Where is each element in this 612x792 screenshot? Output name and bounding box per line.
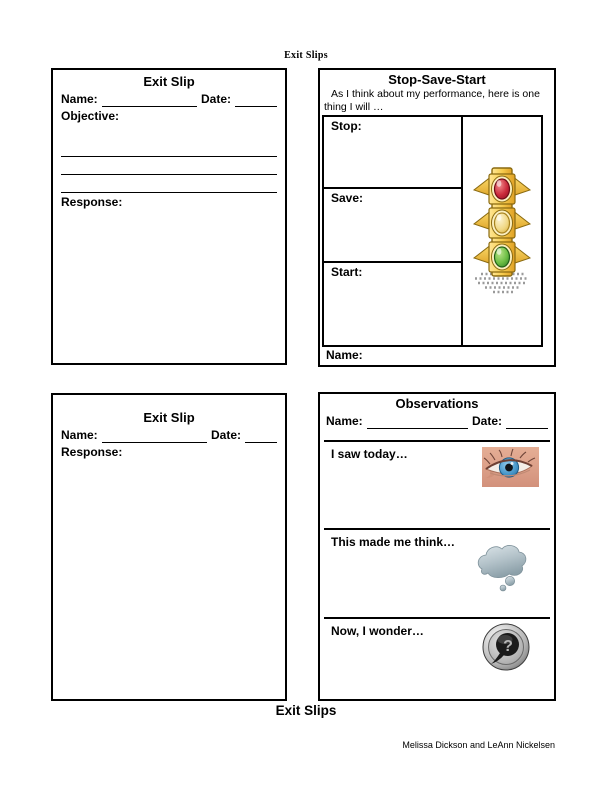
subtitle-line-1: As I think about my performance, here is one [331,88,540,100]
date-label: Date: [200,92,231,106]
response-label: Response: [61,195,123,209]
eye-icon-wrap [482,447,539,492]
subtitle-line-2: thing I will … [324,101,384,113]
objective-write-line [61,139,277,157]
exit-slip-bottom-title: Exit Slip [143,410,195,425]
thought-bubble-icon-wrap [472,540,528,597]
start-row-label: Start: [331,265,363,279]
objective-write-line [61,157,277,175]
date-label: Date: [471,414,502,428]
date-write-line [506,415,548,429]
traffic-light-icon [463,166,541,296]
authors-credit: Melissa Dickson and LeAnn Nickelsen [402,740,555,750]
stop-row-label: Stop: [324,117,461,189]
date-label: Date: [210,428,241,442]
stop-save-start-table [322,115,543,347]
question-mark-icon [481,623,531,673]
saw-today-label: I saw today… [331,447,408,461]
name-write-line [102,429,207,443]
stop-save-start-name-label: Name: [326,348,363,362]
name-write-line [367,415,468,429]
exit-slip-top-box [51,68,287,365]
stop-save-start-box [318,68,556,367]
name-label: Name: [61,428,98,442]
made-me-think-label: This made me think… [331,535,456,549]
stop-save-start-title: Stop-Save-Start [388,72,486,87]
question-glyph: ? [503,638,513,655]
exit-slip-top-name-row [61,92,277,107]
stop-save-start-subtitle [320,88,554,114]
observations-name-row [326,414,548,429]
name-label: Name: [326,414,363,428]
observations-section-wonder [324,617,550,701]
observations-box [318,392,556,701]
exit-slip-top-title: Exit Slip [143,74,195,89]
page-footer-title: Exit Slips [275,703,337,718]
name-label: Name: [61,92,98,106]
response-label: Response: [61,445,123,459]
observations-section-think [324,528,550,619]
page-header-title: Exit Slips [284,50,328,61]
thought-bubble-icon [472,540,528,592]
now-i-wonder-label: Now, I wonder… [331,624,424,638]
eye-icon [482,447,539,487]
stop-save-start-prompts [324,117,463,345]
question-mark-icon-wrap [481,623,531,678]
exit-slip-bottom-name-row [61,428,277,443]
name-write-line [102,93,197,107]
objective-write-line [61,175,277,193]
observations-title: Observations [395,396,479,411]
date-write-line [245,429,277,443]
traffic-light-cell [463,117,541,345]
objective-label: Objective: [61,109,120,123]
save-row-label: Save: [324,189,461,263]
exit-slip-bottom-box [51,393,287,701]
date-write-line [235,93,277,107]
observations-section-saw [324,440,550,530]
